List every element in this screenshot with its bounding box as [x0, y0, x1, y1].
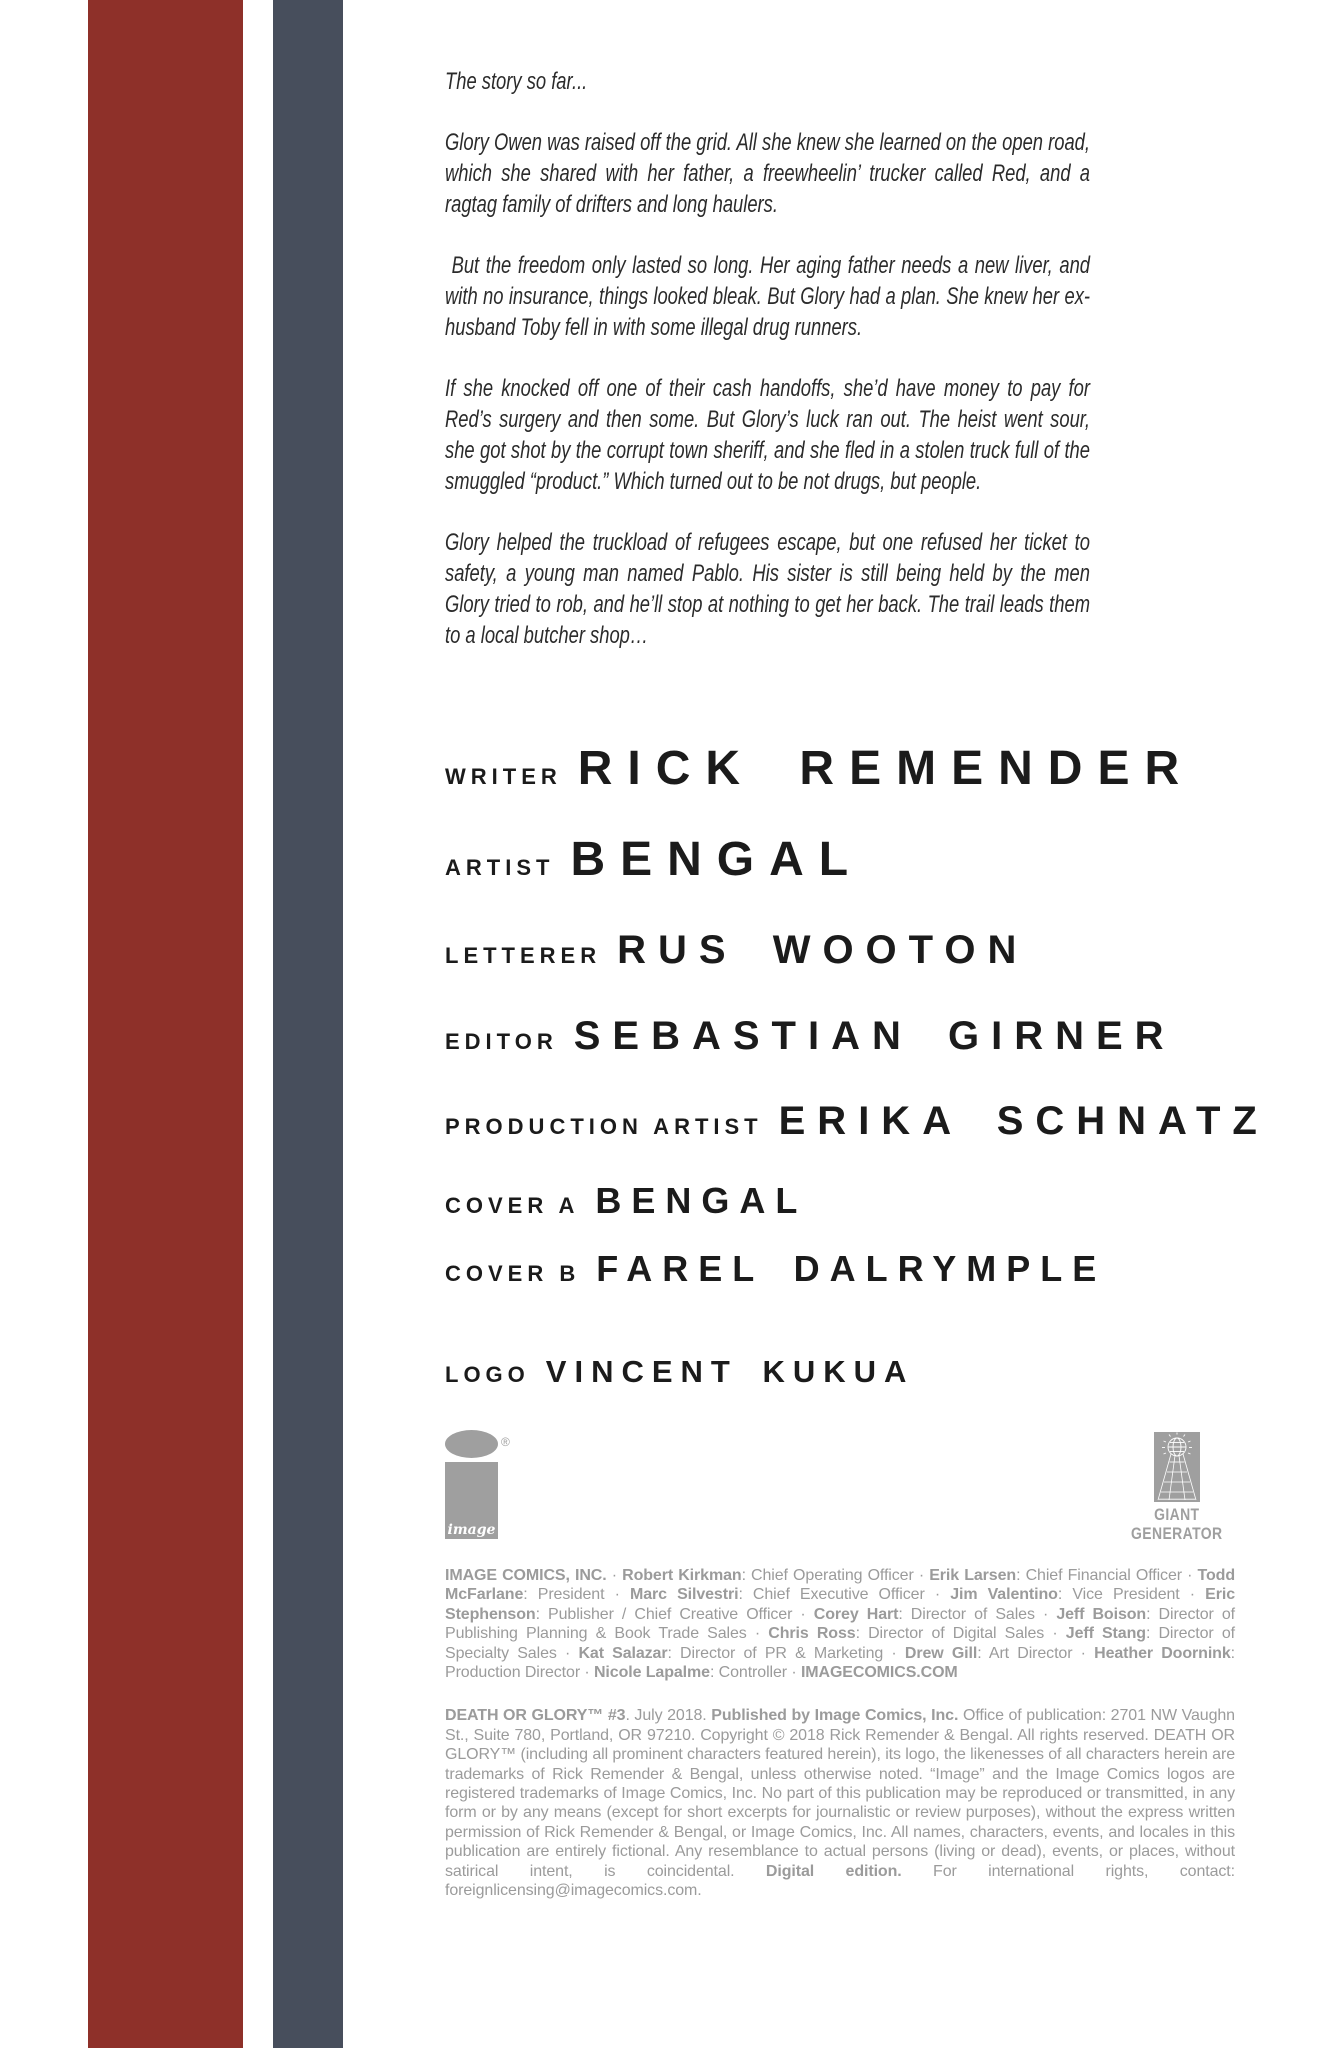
story-paragraph: But the freedom only lasted so long. Her aging father needs a new liver, and with no insurance, things looked bleak. But Glory had a plan. She knew her ex-husband Toby fell in with some illegal drug runners. [445, 252, 1096, 341]
image-logo-dot [445, 1430, 498, 1458]
credit-row-writer [445, 742, 1255, 795]
publisher-logos [445, 1430, 1237, 1543]
registered-trademark-icon: ® [501, 1435, 510, 1449]
credit-name-letterer: RUS WOOTON [617, 928, 1029, 972]
credit-row-editor [445, 1016, 1255, 1056]
image-comics-logo-icon [445, 1430, 515, 1540]
credit-row-artist [445, 833, 1255, 886]
giant-generator-logo [1117, 1432, 1237, 1543]
credit-row-production-artist [445, 1099, 1269, 1143]
red-stripe [88, 0, 243, 2048]
indicia-staff-paragraph: IMAGE COMICS, INC. · Robert Kirkman: Chief Operating Officer · Erik Larsen: Chief Financial Officer · Todd McFarlane: President · Marc Silvestri: Chief Executive Officer · Jim Valentino: Vice President · Eric Stephenson: Publisher / Chief Creative Officer · Corey Hart: Director of Sales · Jeff Boison: Director of Publishing Planning & Book Trade Sales · Chris Ross: Director of Digital Sales · Jeff Stang: Director of Specialty Sales · Kat Salazar: Director of PR & Marketing · Drew Gill: Art Director · Heather Doornink: Production Director · Nicole Lapalme: Controller · IMAGECOMICS.COM [445, 1567, 1236, 1682]
story-recap [445, 66, 1096, 681]
credit-label-artist: ARTIST [445, 855, 555, 880]
credit-label-production-artist: PRODUCTION ARTIST [445, 1114, 763, 1139]
credit-label-cover-a: COVER A [445, 1193, 580, 1218]
credit-row-cover-b [445, 1248, 1255, 1289]
story-paragraph: Glory Owen was raised off the grid. All she knew she learned on the open road, which she shared with her father, a freewheelin’ trucker called Red, and a ragtag family of drifters and long haulers. [445, 129, 1096, 218]
credit-label-logo: LOGO [445, 1362, 530, 1387]
giant-generator-wordmark [1131, 1505, 1222, 1543]
credit-row-letterer [445, 930, 1255, 970]
credit-label-editor: EDITOR [445, 1029, 558, 1054]
credit-name-editor: SEBASTIAN GIRNER [573, 1014, 1176, 1058]
story-paragraph: Glory helped the truckload of refugees escape, but one refused her ticket to safety, a young man named Pablo. His sister is still being held by the men Glory tried to rob, and he’ll stop at nothing to get her back. The trail leads them to a local butcher shop… [445, 529, 1096, 649]
credit-label-cover-b: COVER B [445, 1261, 581, 1286]
giant-generator-line1: GIANT [1154, 1505, 1200, 1524]
giant-generator-tower-icon [1154, 1432, 1200, 1502]
image-logo-column [445, 1462, 498, 1539]
giant-generator-line2: GENERATOR [1131, 1524, 1223, 1543]
credit-name-artist: BENGAL [570, 833, 864, 886]
indicia-legal-paragraph: DEATH OR GLORY™ #3. July 2018. Published by Image Comics, Inc. Office of publication: 2701 NW Vaughn St., Suite 780, Portland, OR 97210. Copyright © 2018 Rick Remender & Bengal. All rights reserved. DEATH OR GLORY™ (including all prominent characters featured herein), its logo, the likenesses of all characters herein are trademarks of Rick Remender & Bengal, unless otherwise noted. “Image” and the Image Comics logos are registered trademarks of Image Comics, Inc. No part of this publication may be reproduced or transmitted, in any form or by any means (except for short excerpts for journalistic or review purposes), without the express written permission of Rick Remender & Bengal, or Image Comics, Inc. All names, characters, events, and locales in this publication are entirely fictional. Any resemblance to actual persons (living or dead), events, or places, without satirical intent, is coincidental. Digital edition. For international rights, contact: foreignlicensing@imagecomics.com. [445, 1707, 1235, 1900]
credit-name-cover-b: FAREL DALRYMPLE [596, 1248, 1107, 1289]
credit-row-logo [445, 1356, 1255, 1387]
credit-label-writer: WRITER [445, 764, 562, 789]
credits-list [445, 742, 1269, 1389]
credit-row-cover-a [445, 1180, 1255, 1221]
indicia [445, 1566, 1235, 1901]
story-paragraph: If she knocked off one of their cash handoffs, she’d have money to pay for Red’s surgery and then some. But Glory’s luck ran out. The heist went sour, she got shot by the corrupt town sheriff, and she fled in a stolen truck full of the smuggled “product.” Which turned out to be not drugs, but people. [445, 375, 1096, 495]
image-wordmark: image [447, 1522, 496, 1538]
story-intro: The story so far... [445, 68, 588, 95]
credit-name-cover-a: BENGAL [595, 1180, 808, 1221]
credit-name-logo: VINCENT KUKUA [545, 1354, 915, 1389]
credit-name-writer: RICK REMENDER [577, 742, 1195, 795]
credit-name-production-artist: ERIKA SCHNATZ [778, 1099, 1269, 1143]
blue-stripe [273, 0, 343, 2048]
credit-label-letterer: LETTERER [445, 943, 602, 968]
